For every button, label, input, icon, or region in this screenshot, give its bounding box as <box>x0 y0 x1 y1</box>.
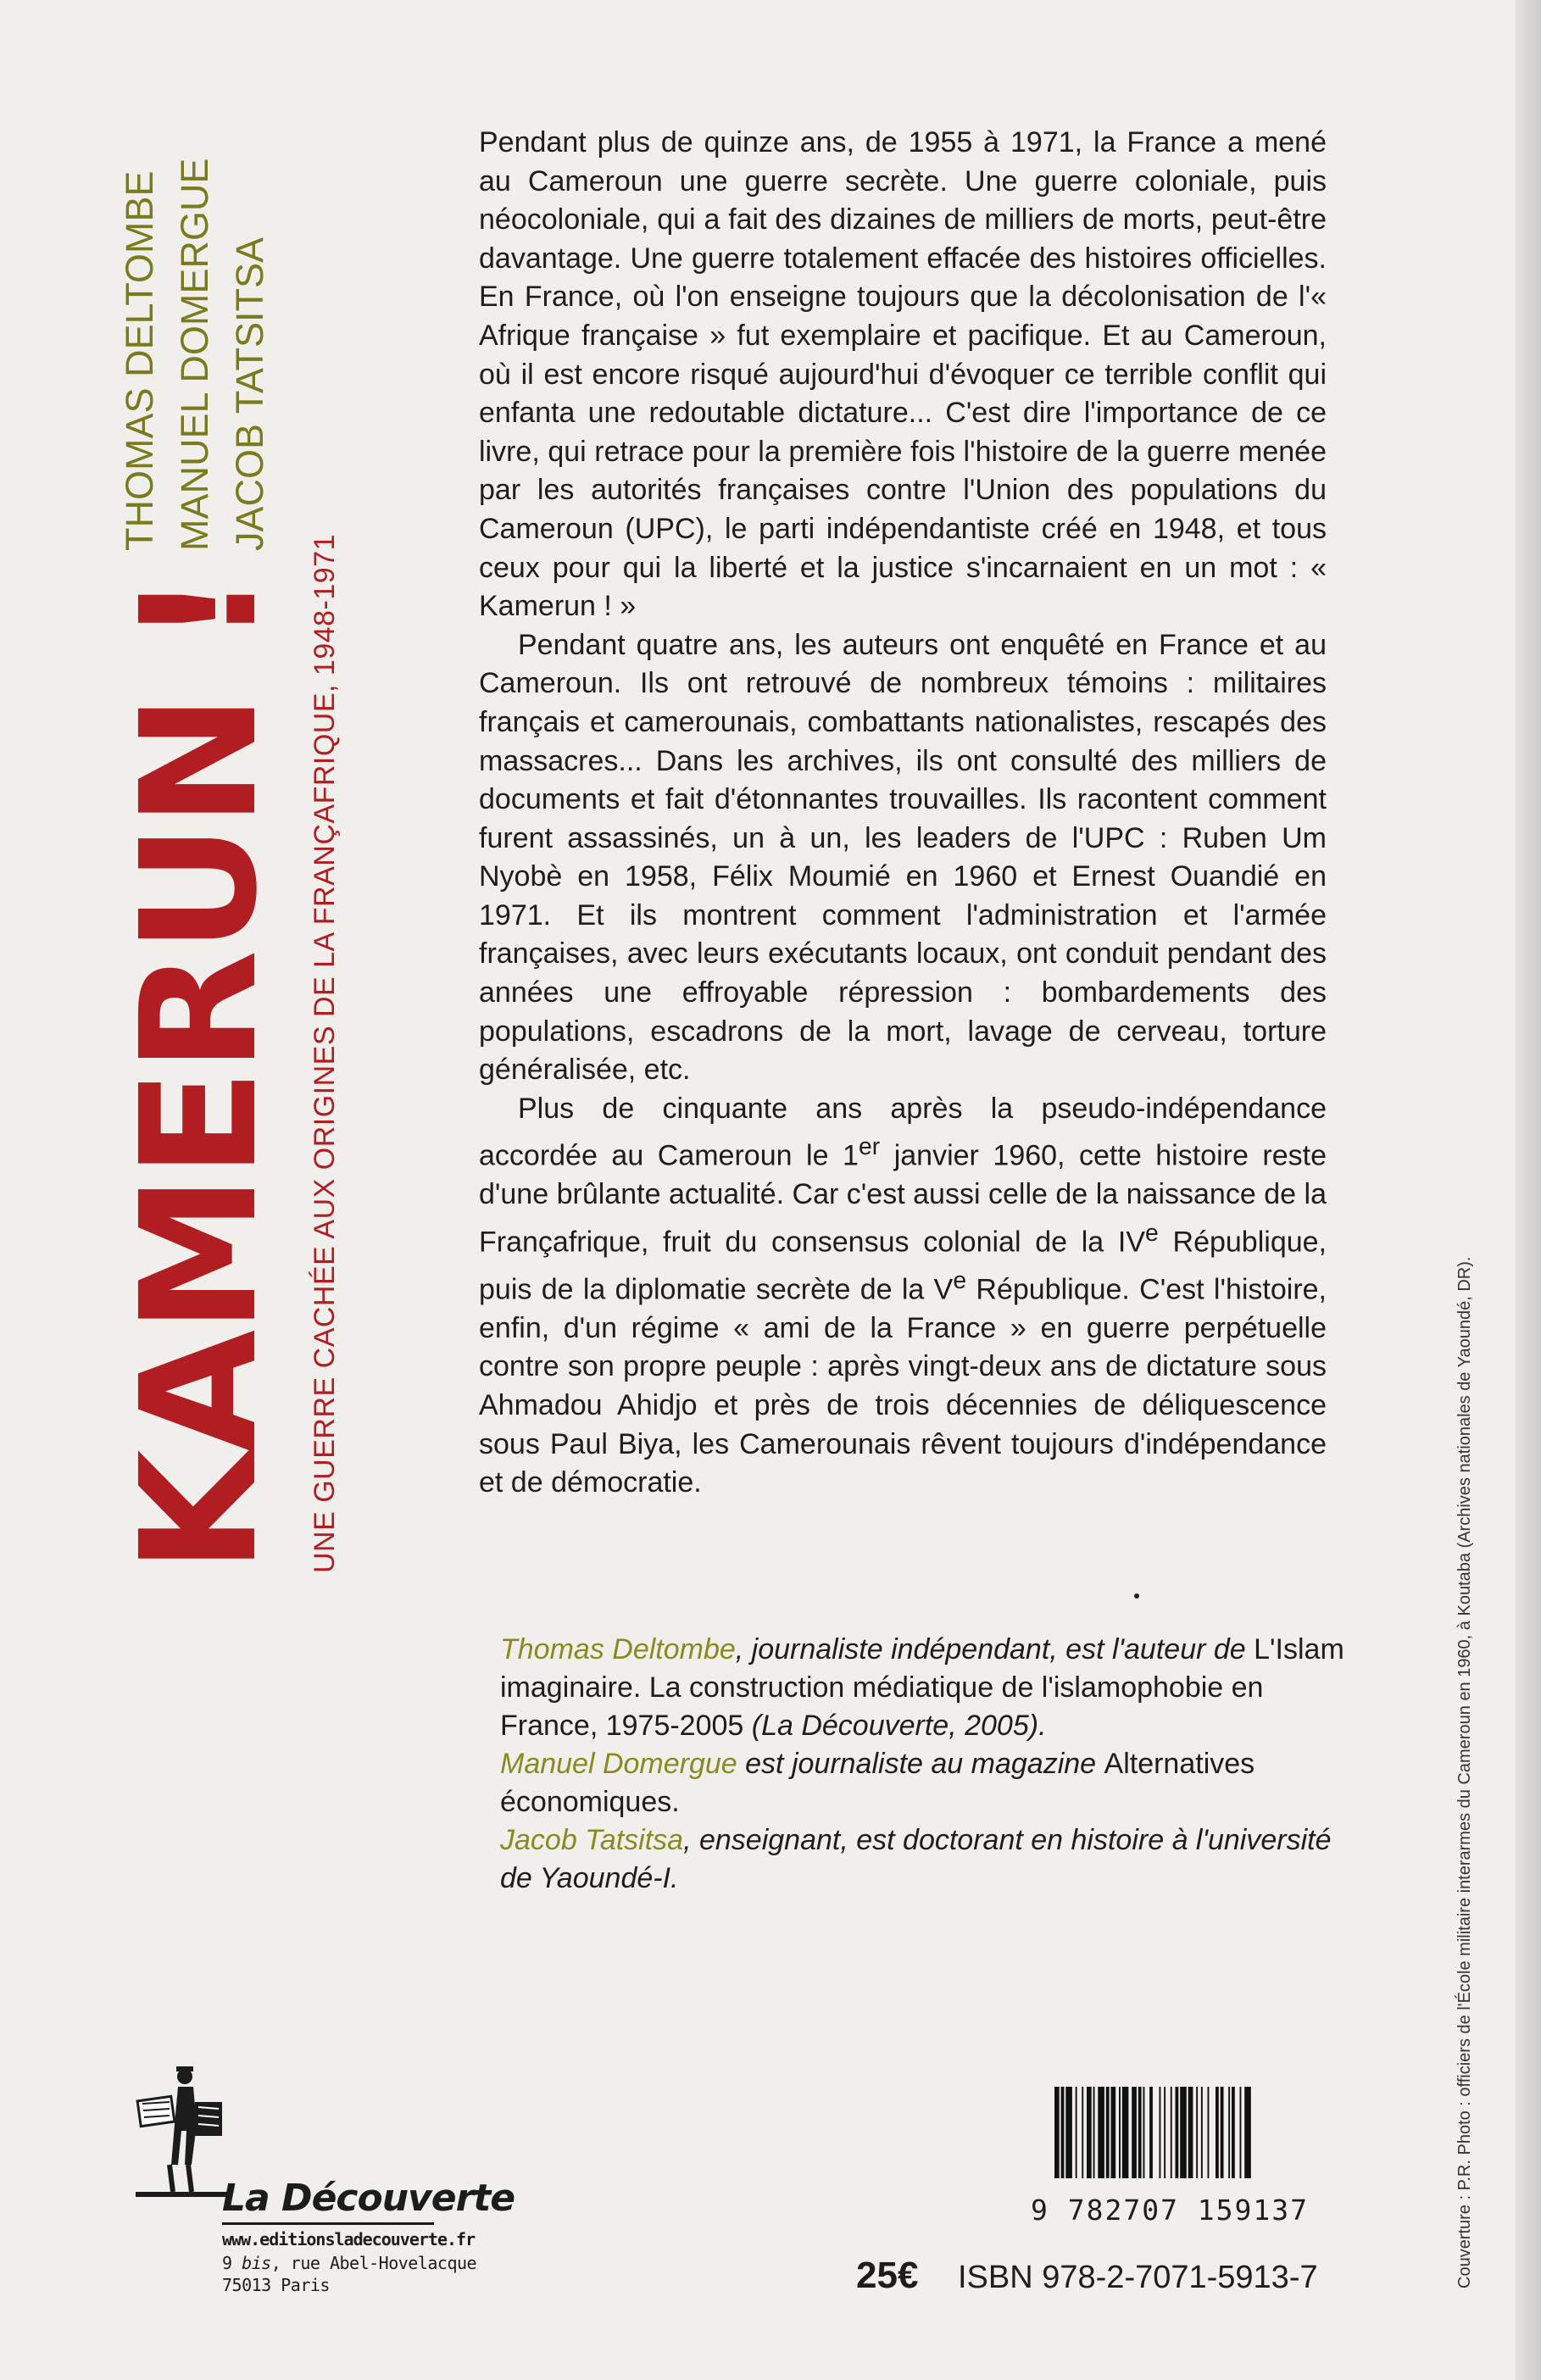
author-name: THOMAS DELTOMBE <box>118 170 161 551</box>
cover-credit: Couverture : P.R. Photo : officiers de l'École militaire interarmes du Cameroun en 1960, à Koutaba (Archives nationales de Yaoundé, DR). <box>1455 1256 1474 2288</box>
bio-author-name: Thomas Deltombe <box>500 1633 736 1665</box>
ink-dot <box>1134 1593 1139 1599</box>
publisher-address: 9 bis, rue Abel-Hovelacque <box>222 2253 477 2273</box>
publisher-city: 75013 Paris <box>222 2275 330 2295</box>
bio-author-name: Jacob Tatsitsa <box>500 1824 684 1856</box>
bio-entry: Manuel Domergue est journaliste au magazine Alternatives économiques. <box>500 1748 1255 1818</box>
author-bios <box>500 1631 1365 1898</box>
bio-entry: Jacob Tatsitsa, enseignant, est doctorant en histoire à l'université de Yaoundé-I. <box>500 1824 1332 1894</box>
book-title: KAMERUN ! <box>107 576 292 1573</box>
summary-paragraph: Plus de cinquante ans après la pseudo-indépendance accordée au Cameroun le 1er janvier 1960, cette histoire reste d'une brûlante actualité. Car c'est aussi celle de la naissance de la Françafrique, fruit du consensus colonial de la IVe République, puis de la diplomatie secrète de la Ve République. C'est l'histoire, enfin, d'un régime « ami de la France » en guerre perpétuelle contre son propre peuple : après vingt-deux ans de dictature sous Ahmadou Ahidjo et près de trois décennies de déliquescence sous Paul Biya, les Camerounais rêvent toujours d'indépendance et de démocratie. <box>479 1092 1327 1499</box>
book-subtitle: UNE GUERRE CACHÉE AUX ORIGINES DE LA FRANÇAFRIQUE, 1948-1971 <box>309 533 341 1573</box>
divider <box>222 2222 434 2225</box>
page-edge <box>1516 0 1541 2380</box>
isbn: ISBN 978-2-7071-5913-7 <box>958 2260 1318 2295</box>
summary-paragraph: Pendant plus de quinze ans, de 1955 à 1971, la France a mené au Cameroun une guerre secrète. Une guerre coloniale, puis néocoloniale, qui a fait des dizaines de milliers de morts, peut-être davantage. Une guerre totalement effacée des histoires officielles. En France, où l'on enseigne toujours que la décolonisation de l'« Afrique française » fut exemplaire et pacifique. Et au Cameroun, où il est encore risqué aujourd'hui d'évoquer ce terrible conflit qui enfanta une redoutable dictature... C'est dire l'importance de ce livre, qui retrace pour la première fois l'histoire de la guerre menée par les autorités françaises contre l'Union des populations du Cameroun (UPC), le parti indépendantiste créé en 1948, et tous ceux pour qui la liberté et la justice s'incarnaient en un mot : « Kamerun ! » <box>479 126 1327 623</box>
publisher-url[interactable]: www.editionsladecouverte.fr <box>222 2229 476 2249</box>
bio-author-name: Manuel Domergue <box>500 1748 737 1780</box>
back-cover-summary <box>479 124 1327 1503</box>
author-name: MANUEL DOMERGUE <box>173 158 216 551</box>
bio-entry: Thomas Deltombe, journaliste indépendant, est l'auteur de L'Islam imaginaire. La construction médiatique de l'islamophobie en France, 1975-2005 (La Découverte, 2005). <box>500 1633 1344 1742</box>
author-name: JACOB TATSITSA <box>228 236 271 551</box>
publisher-logo-icon <box>136 2065 229 2216</box>
summary-paragraph: Pendant quatre ans, les auteurs ont enquêté en France et au Cameroun. Ils ont retrouvé de nombreux témoins : militaires français et camerounais, combattants nationalistes, rescapés des massacres... Dans les archives, ils ont consulté des milliers de documents et fait d'étonnantes trouvailles. Ils racontent comment furent assassinés, un à un, les leaders de l'UPC : Ruben Um Nyobè en 1958, Félix Moumié en 1960 et Ernest Ouandié en 1971. Et ils montrent comment l'administration et l'armée françaises, avec leurs exécutants locaux, ont conduit pendant des années une effroyable répression : bombardements des populations, escadrons de la mort, lavage de cerveau, torture généralisée, etc. <box>479 628 1327 1087</box>
price: 25€ <box>856 2255 919 2296</box>
barcode-icon <box>1051 2087 1331 2178</box>
barcode-digits: 9 782707 159137 <box>1031 2194 1310 2227</box>
publisher-name: La Découverte <box>222 2177 515 2220</box>
